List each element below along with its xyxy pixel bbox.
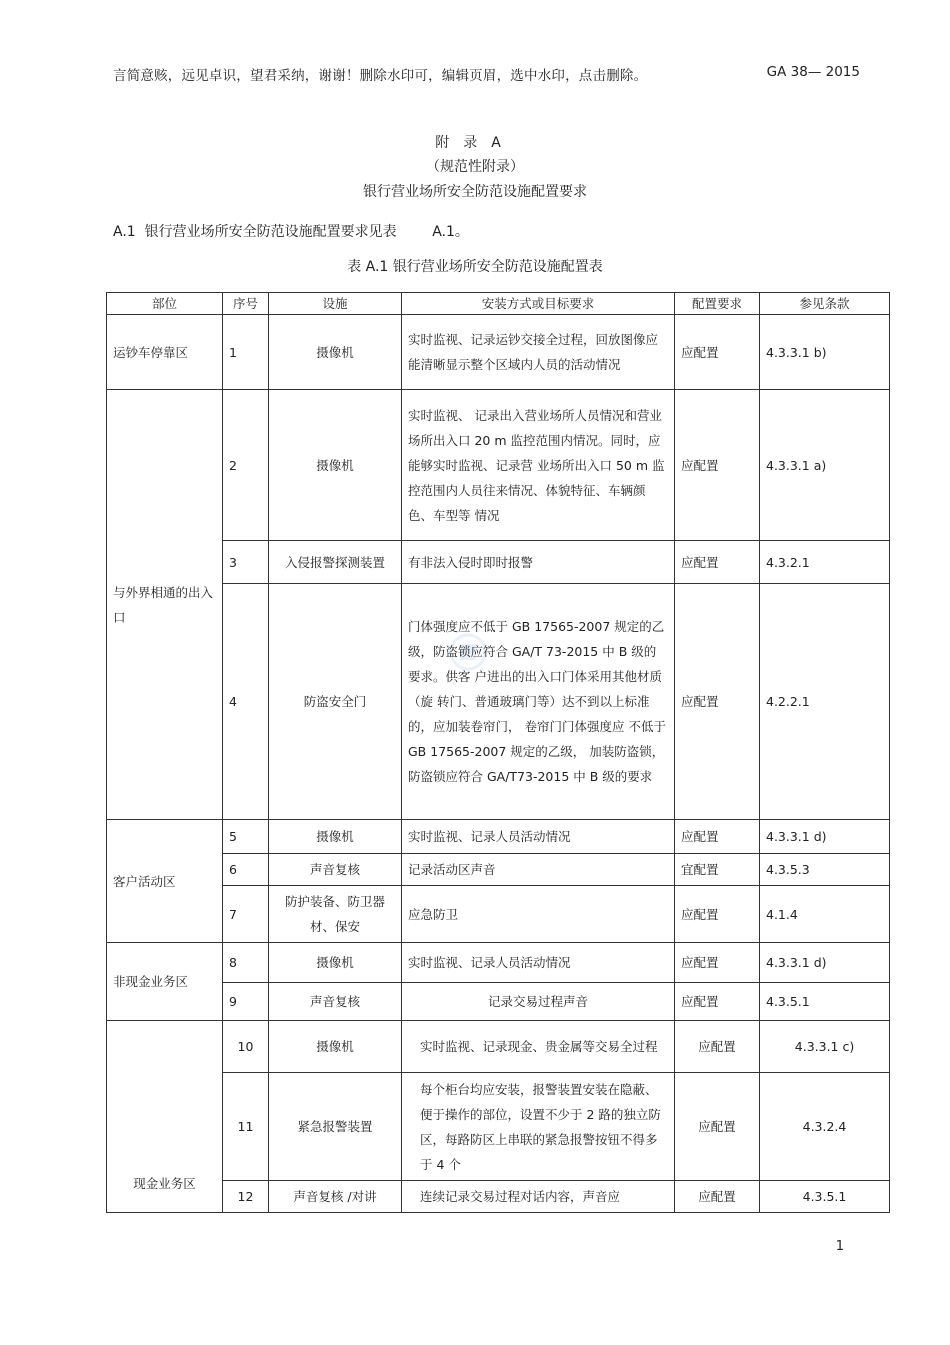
cell-reference: 4.3.3.1 d) — [760, 943, 890, 983]
table-row — [107, 886, 890, 943]
cell-reference: 4.2.2.1 — [760, 584, 890, 820]
table-row — [107, 1073, 890, 1181]
cell-facility: 入侵报警探测装置 — [269, 541, 402, 584]
cell-requirement: 实时监视、记录人员活动情况 — [402, 943, 675, 983]
table-row — [107, 820, 890, 854]
cell-reference: 4.1.4 — [760, 886, 890, 943]
cell-no: 11 — [223, 1073, 269, 1181]
cell-facility: 防盗安全门 — [269, 584, 402, 820]
cell-requirement: 实时监视、记录现金、贵金属等交易全过程 — [402, 1021, 675, 1073]
cell-config: 应配置 — [675, 541, 760, 584]
clause-a1: A.1 银行营业场所安全防范设施配置要求见表 A.1。 — [113, 224, 469, 240]
page-number: 1 — [835, 1239, 844, 1254]
header-requirement: 安装方式或目标要求 — [402, 293, 675, 315]
table-row — [107, 315, 890, 390]
cell-reference: 4.3.2.4 — [760, 1073, 890, 1181]
header-no: 序号 — [223, 293, 269, 315]
cell-facility: 摄像机 — [269, 1021, 402, 1073]
cell-part: 客户活动区 — [107, 820, 223, 943]
cell-part: 现金业务区 — [107, 1021, 223, 1213]
cell-facility: 声音复核 — [269, 854, 402, 886]
standard-code: GA 38— 2015 — [766, 64, 860, 80]
header-reference: 参见条款 — [760, 293, 890, 315]
cell-requirement: 应急防卫 — [402, 886, 675, 943]
cell-facility: 摄像机 — [269, 315, 402, 390]
table-row — [107, 584, 890, 820]
cell-facility: 摄像机 — [269, 943, 402, 983]
cell-requirement: 有非法入侵时即时报警 — [402, 541, 675, 584]
cell-requirement: 门体强度应不低于 GB 17565-2007 规定的乙级，防盗锁应符合 GA/T 73-2015 中 B 级的要求。供客 户进出的出入口门体采用其他材质（旋 转门、普通玻璃门等）达不到以上标准 的，应加装卷帘门， 卷帘门门体强度应 不低于 GB 17565-2007 规定的乙级， 加装防盗锁， 防盗锁应符合 GA/T73-2015 中 B 级的要求 — [402, 584, 675, 820]
cell-config: 应配置 — [675, 943, 760, 983]
cell-requirement: 实时监视、记录人员活动情况 — [402, 820, 675, 854]
appendix-subtitle: （规范性附录） — [426, 159, 524, 175]
table-row — [107, 1021, 890, 1073]
appendix-name: 银行营业场所安全防范设施配置要求 — [363, 184, 587, 200]
cell-part: 运钞车停靠区 — [107, 315, 223, 390]
cell-no: 8 — [223, 943, 269, 983]
cell-config: 应配置 — [675, 1181, 760, 1213]
cell-requirement: 连续记录交易过程对话内容，声音应 — [402, 1181, 675, 1213]
cell-facility: 声音复核 /对讲 — [269, 1181, 402, 1213]
cell-part: 非现金业务区 — [107, 943, 223, 1021]
cell-config: 应配置 — [675, 983, 760, 1021]
table-row — [107, 1181, 890, 1213]
appendix-title: 附录A — [435, 135, 515, 151]
facility-table-wrapper — [106, 292, 889, 1213]
header-config: 配置要求 — [675, 293, 760, 315]
cell-config: 应配置 — [675, 1073, 760, 1181]
table-row — [107, 541, 890, 584]
cell-no: 9 — [223, 983, 269, 1021]
cell-requirement: 实时监视、记录运钞交接全过程，回放图像应能清晰显示整个区域内人员的活动情况 — [402, 315, 675, 390]
table-row — [107, 854, 890, 886]
cell-no: 7 — [223, 886, 269, 943]
header-facility: 设施 — [269, 293, 402, 315]
cell-reference: 4.3.3.1 d) — [760, 820, 890, 854]
table-caption: 表 A.1 银行营业场所安全防范设施配置表 — [347, 259, 603, 275]
cell-config: 应配置 — [675, 584, 760, 820]
cell-facility: 声音复核 — [269, 983, 402, 1021]
cell-reference: 4.3.3.1 c) — [760, 1021, 890, 1073]
cell-config: 应配置 — [675, 820, 760, 854]
header-part: 部位 — [107, 293, 223, 315]
cell-facility: 紧急报警装置 — [269, 1073, 402, 1181]
cell-no: 4 — [223, 584, 269, 820]
cell-facility: 防护装备、防卫器材、保安 — [269, 886, 402, 943]
cell-no: 6 — [223, 854, 269, 886]
cell-requirement: 记录交易过程声音 — [402, 983, 675, 1021]
cell-config: 宜配置 — [675, 854, 760, 886]
cell-requirement: 实时监视、 记录出入营业场所人员情况和营业场所出入口 20 m 监控范围内情况。同时，应能够实时监视、记录营 业场所出入口 50 m 监控范围内人员往来情况、体貌特征、车辆颜色、车型等 情况 — [402, 390, 675, 541]
cell-config: 应配置 — [675, 315, 760, 390]
cell-no: 10 — [223, 1021, 269, 1073]
cell-reference: 4.3.5.1 — [760, 983, 890, 1021]
cell-no: 1 — [223, 315, 269, 390]
cell-reference: 4.3.5.3 — [760, 854, 890, 886]
table-row — [107, 390, 890, 541]
cell-config: 应配置 — [675, 1021, 760, 1073]
facility-table — [106, 292, 890, 1213]
cell-requirement: 每个柜台均应安装，报警装置安装在隐蔽、便于操作的部位，设置不少于 2 路的独立防区，每路防区上串联的紧急报警按钮不得多于 4 个 — [402, 1073, 675, 1181]
cell-facility: 摄像机 — [269, 820, 402, 854]
cell-config: 应配置 — [675, 390, 760, 541]
cell-facility: 摄像机 — [269, 390, 402, 541]
cell-reference: 4.3.3.1 b) — [760, 315, 890, 390]
cell-no: 12 — [223, 1181, 269, 1213]
cell-no: 2 — [223, 390, 269, 541]
cell-reference: 4.3.3.1 a) — [760, 390, 890, 541]
cell-reference: 4.3.5.1 — [760, 1181, 890, 1213]
cell-no: 3 — [223, 541, 269, 584]
table-header-row — [107, 293, 890, 315]
cell-reference: 4.3.2.1 — [760, 541, 890, 584]
header-note: 言简意赅，远见卓识，望君采纳，谢谢！删除水印可，编辑页眉，选中水印，点击删除。 — [113, 68, 648, 84]
cell-no: 5 — [223, 820, 269, 854]
table-row — [107, 983, 890, 1021]
table-row — [107, 943, 890, 983]
cell-requirement: 记录活动区声音 — [402, 854, 675, 886]
cell-config: 应配置 — [675, 886, 760, 943]
cell-part: 与外界相通的出入口 — [107, 390, 223, 820]
